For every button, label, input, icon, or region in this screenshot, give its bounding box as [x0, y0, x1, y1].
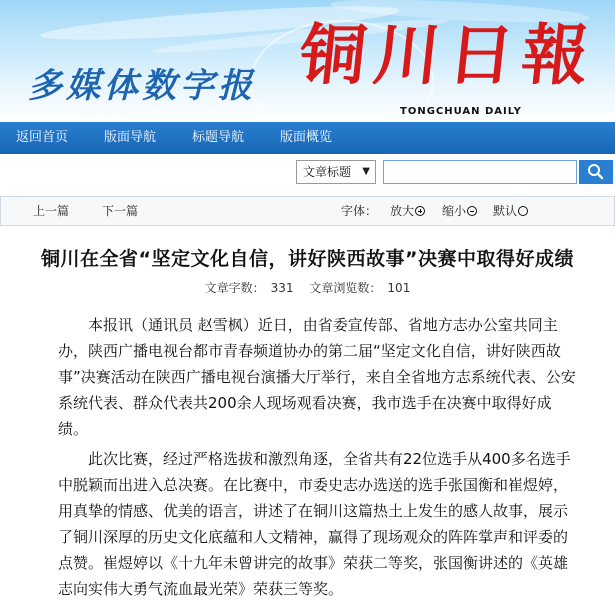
font-size-label: 字体：	[341, 204, 378, 218]
site-subtitle: 多媒体数字报	[28, 66, 256, 106]
search-type-value: 文章标题	[303, 165, 352, 179]
font-default-label: 默认	[493, 204, 518, 218]
word-count-label: 文章字数：	[204, 281, 265, 295]
search-bar	[0, 154, 615, 192]
font-shrink-button[interactable]	[442, 197, 477, 225]
font-enlarge-label: 放大	[390, 204, 415, 218]
search-icon	[579, 160, 613, 184]
main-nav	[0, 122, 615, 154]
next-article-link[interactable]: 下一篇	[102, 204, 139, 218]
font-default-button[interactable]	[493, 197, 528, 225]
article-paragraph: 此次比赛，经过严格选拔和激烈角逐，全省共有22位选手从400多名选手中脱颖而出进入总决赛。在比赛中，市委史志办选送的选手张国衡和崔煜婷，用真挚的情感、优美的语言，讲述了在铜川这篇热土上发生的感人故事，展示了铜川深厚的历史文化底蕴和人文精神，赢得了现场观众的阵阵掌声和评委的点赞。崔煜婷以《十九年未曾讲完的故事》荣获二等奖，张国衡讲述的《英雄志向实伟大勇气流血最光荣》荣获三等奖。	[58, 450, 571, 598]
article	[0, 226, 615, 612]
nav-page-overview[interactable]: 版面概览	[280, 130, 333, 145]
article-body	[58, 312, 578, 606]
site-logo: 铜川日報	[295, 16, 601, 94]
article-toolbar	[0, 196, 615, 226]
site-logo-english: TONGCHUAN DAILY	[400, 106, 522, 117]
prev-article-link[interactable]: 上一篇	[33, 204, 70, 218]
search-type-select[interactable]	[296, 160, 376, 184]
search-input[interactable]	[383, 160, 577, 184]
font-enlarge-button[interactable]	[390, 197, 425, 225]
article-stats	[0, 279, 615, 296]
minus-circle-icon	[467, 206, 477, 216]
circle-icon	[518, 206, 528, 216]
article-title: 铜川在全省“坚定文化自信，讲好陕西故事”决赛中取得好成绩	[41, 248, 574, 270]
view-count-value: 101	[387, 281, 411, 295]
word-count	[202, 281, 297, 295]
view-count	[306, 281, 413, 295]
view-count-label: 文章浏览数：	[309, 281, 382, 295]
search-button[interactable]	[579, 160, 613, 184]
masthead-banner	[0, 0, 615, 122]
nav-home[interactable]: 返回首页	[16, 130, 69, 145]
article-paragraph: 本报讯（通讯员 赵雪枫）近日，由省委宣传部、省地方志办公室共同主办，陕西广播电视台都市青春频道协办的第二届“坚定文化自信，讲好陕西故事”决赛活动在陕西广播电视台演播大厅举行，来自全省地方志系统代表、公安系统代表、群众代表共200余人现场观看决赛，我市选手在决赛中取得好成绩。	[58, 316, 576, 438]
font-shrink-label: 缩小	[442, 204, 467, 218]
word-count-value: 331	[270, 281, 294, 295]
plus-circle-icon	[415, 206, 425, 216]
nav-page-navigation[interactable]: 版面导航	[104, 130, 157, 145]
nav-title-navigation[interactable]: 标题导航	[192, 130, 245, 145]
dropdown-arrow-icon: ▼	[362, 166, 370, 177]
